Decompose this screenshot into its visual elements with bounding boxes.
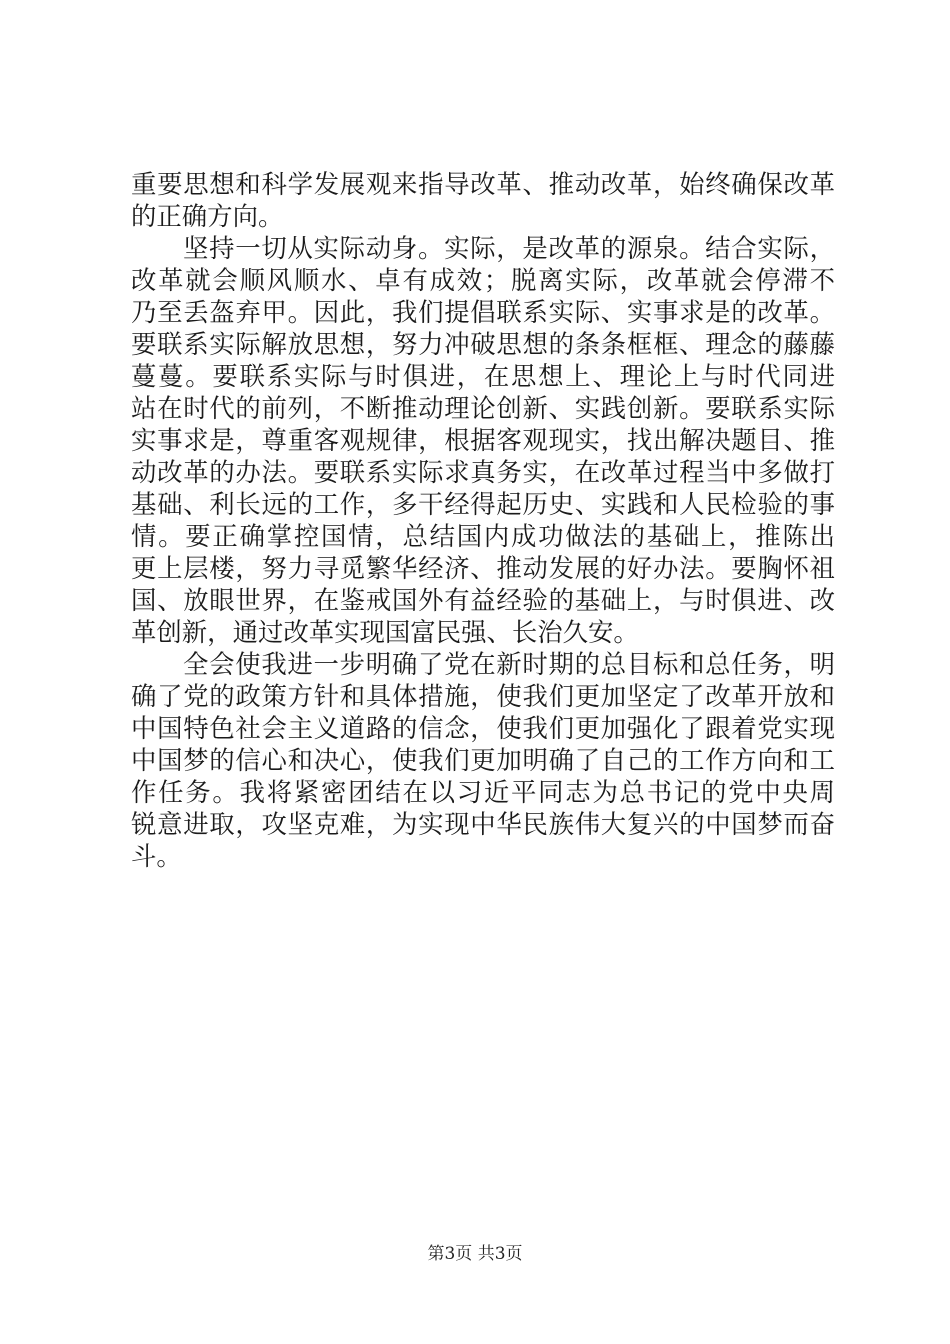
text-line: 乃至丢盔弃甲。因此，我们提倡联系实际、实事求是的改革。 [131,297,835,327]
paragraph-start-line: 全会使我进一步明确了党在新时期的总目标和总任务，明 [183,649,835,679]
text-line: 确了党的政策方针和具体措施，使我们更加坚定了改革开放和 [131,681,835,711]
text-line: 锐意进取，攻坚克难，为实现中华民族伟大复兴的中国梦而奋 [131,809,835,839]
text-line: 基础、利长远的工作，多干经得起历史、实践和人民检验的事 [131,489,835,519]
text-line: 斗。 [131,841,182,871]
text-line: 中国梦的信心和决心，使我们更加明确了自己的工作方向和工 [131,745,835,775]
text-line: 改革就会顺风顺水、卓有成效；脱离实际，改革就会停滞不 [131,265,835,295]
text-line: 重要思想和科学发展观来指导改革、推动改革，始终确保改革 [131,169,835,199]
text-line: 国、放眼世界，在鉴戒国外有益经验的基础上，与时俱进、改 [131,585,835,615]
text-line: 更上层楼，努力寻觅繁华经济、推动发展的好办法。要胸怀祖 [131,553,835,583]
text-line: 中国特色社会主义道路的信念，使我们更加强化了跟着党实现 [131,713,835,743]
text-line: 动改革的办法。要联系实际求真务实，在改革过程当中多做打 [131,457,835,487]
page-footer: 第3页 共3页 [427,1244,523,1264]
paragraph-start-line: 坚持一切从实际动身。实际，是改革的源泉。结合实际， [183,233,835,263]
text-line: 革创新，通过改革实现国富民强、长治久安。 [131,617,639,647]
text-line: 的正确方向。 [131,201,284,231]
text-line: 要联系实际解放思想，努力冲破思想的条条框框、理念的藤藤 [131,329,835,359]
text-line: 作任务。我将紧密团结在以习近平同志为总书记的党中央周 [131,777,835,807]
text-line: 站在时代的前列，不断推动理论创新、实践创新。要联系实际 [131,393,835,423]
text-line: 情。要正确掌控国情，总结国内成功做法的基础上，推陈出 [131,521,835,551]
text-line: 蔓蔓。要联系实际与时俱进，在思想上、理论上与时代同进 [131,361,835,391]
document-body [131,168,835,872]
text-line: 实事求是，尊重客观规律，根据客观现实，找出解决题目、推 [131,425,835,455]
